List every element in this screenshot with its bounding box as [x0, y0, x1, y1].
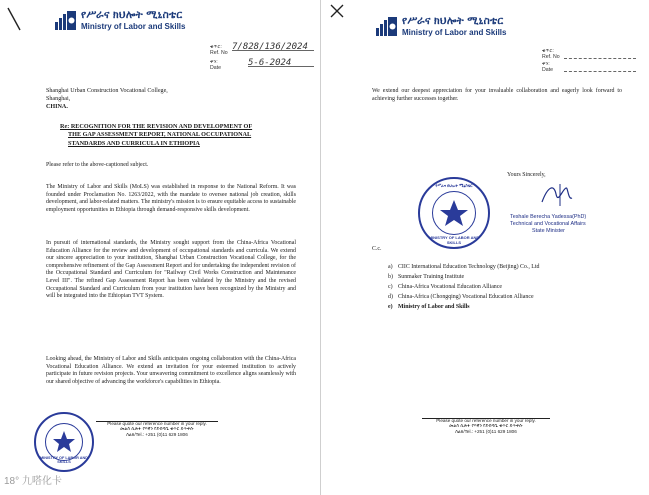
closing-paragraph: We extend our deepest appreciation for your invaluable collaboration and eagerly look forward to achieving further successes together.: [372, 88, 622, 102]
ministry-logo: [376, 16, 506, 38]
reference-block: [210, 44, 315, 72]
cc-item-letter: a): [388, 264, 393, 270]
watermark: 18° 九嗒化卡: [4, 476, 62, 487]
footer-amharic-note: መልስ ሲጽፉ የእኛን የደብዳቤ ቁጥር ይጥቀሱ: [449, 423, 523, 429]
ref-number-label: Ref. No: [542, 54, 560, 61]
date-label-amh: ቀን:: [542, 60, 550, 67]
signatory-role: State Minister: [532, 227, 565, 234]
date-value: 5-6-2024: [248, 60, 314, 67]
corner-mark: [6, 6, 22, 37]
official-stamp: [418, 177, 490, 249]
cc-item-letter: d): [388, 294, 393, 301]
ministry-emblem-icon: [55, 11, 77, 31]
signatory-title: Technical and Vocational Affairs: [510, 220, 586, 227]
corner-check-mark: [330, 4, 344, 23]
logo-english: Ministry of Labor and Skills: [81, 22, 186, 31]
letter-page-2: [322, 0, 649, 495]
letter-page-1: [0, 0, 321, 495]
paragraph-3: Looking ahead, the Ministry of Labor and Skills anticipates ongoing collaboration with the China-Africa Vocational Education Alliance. We extend an invitation for your esteemed institution to actively participate in future revision projects. Your unwavering commitment to excellence aligns seamlessly with our shared objective of advancing the workforce's capabilities in Ethiopia.: [46, 356, 296, 385]
recipient-address: [46, 87, 246, 111]
cc-item-text: CIIC International Education Technology (Beijing) Co., Ltd: [398, 264, 540, 270]
reference-block: [542, 48, 642, 74]
cc-item-text: China-Africa Vocational Education Alliance: [398, 284, 502, 291]
ministry-emblem-icon: [376, 17, 398, 37]
cc-item: [388, 304, 638, 312]
cc-label: C.c.: [372, 246, 382, 252]
cc-item-text: Sunmaker Training Institute: [398, 274, 465, 281]
signatory-name: Teshale Berecha Yadessa(PhD): [510, 214, 587, 220]
sign-off: Yours Sincerely,: [507, 172, 546, 178]
logo-amharic: የሥራና ክህሎት ሚኒስቴር: [402, 15, 504, 27]
logo-english: Ministry of Labor and Skills: [402, 28, 507, 37]
cc-item-letter: e): [388, 304, 393, 311]
recipient-line-3: CHINA.: [46, 104, 68, 110]
page-1-footer: [96, 421, 218, 437]
ministry-logo: [55, 10, 185, 32]
cc-item-text: China-Africa (Chongqing) Vocational Education Alliance: [398, 294, 534, 301]
stamp-text: MINISTRY OF LABOR AND SKILLS: [40, 456, 88, 464]
cc-list: [388, 264, 638, 312]
subject-line-3: STANDARDS AND CURRICULA IN ETHIOPIA: [68, 139, 200, 147]
signature: [538, 182, 578, 213]
cc-item-letter: c): [388, 284, 393, 291]
subject-line-1: Re: RECOGNITION FOR THE REVISION AND DEVELOPMENT OF: [60, 123, 253, 130]
cc-item-text: Ministry of Labor and Skills: [398, 304, 470, 311]
date-label: Date: [542, 67, 553, 74]
footer-reference-note: Please quote our reference number in your reply.: [107, 421, 207, 426]
cc-item: [388, 284, 638, 292]
logo-amharic: የሥራና ክህሎት ሚኒስቴር: [81, 9, 183, 21]
cc-item: [388, 274, 638, 282]
ref-number-value: 7/828/136/2024: [232, 44, 314, 51]
paragraph-1: The Ministry of Labor and Skills (MoLS) was established in response to the National Reform. It was founded under Proclamation No. 1263/2022, with the mandate to oversee national job creation, skills development, and labor-related matters. The ministry's mission is to ensure equitable access to sustainable employment opportunities in Ethiopia through demand-responsive skills development.: [46, 184, 296, 213]
footer-amharic-note: መልስ ሲጽፉ የእኛን የደብዳቤ ቁጥር ይጥቀሱ: [120, 426, 194, 432]
cc-item: [388, 264, 638, 272]
cc-item: [388, 294, 638, 302]
stamp-amharic-text: የሥራና ክህሎት ሚኒስቴር: [435, 183, 473, 188]
ref-number-label-amh: ቁጥር:: [210, 44, 222, 50]
date-label-amh: ቀን:: [210, 59, 218, 65]
page-2-footer: [422, 418, 550, 434]
reference-intro: Please refer to the above-captioned subject.: [46, 162, 149, 168]
subject-line-2: THE GAP ASSESSMENT REPORT, NATIONAL OCCUPATIONAL: [68, 131, 252, 139]
official-stamp: [34, 412, 94, 472]
signatory-block: [510, 214, 620, 234]
stamp-text: MINISTRY OF LABOR AND SKILLS: [428, 235, 480, 245]
footer-phone: ስልክ/Tel.: +251 (0)11 629 1806: [455, 428, 517, 434]
recipient-line-1: Shanghai Urban Construction Vocational College,: [46, 88, 168, 94]
footer-phone: ስልክ/Tel.: +251 (0)11 629 1806: [126, 431, 188, 437]
ref-number-label: Ref. No: [210, 50, 228, 57]
footer-reference-note: Please quote our reference number in your reply.: [436, 418, 536, 423]
cc-item-letter: b): [388, 274, 393, 281]
paragraph-2: In pursuit of international standards, the Ministry sought support from the China-Africa Vocational Education Alliance for the review and development of occupational standards and curricula. We extend our sincere appreciation to your institution, Shanghai Urban Construction Vocational College, for the comprehensive refinement of the Gap Assessment Report and for undertaking the independent revision of the Occupational Standard and Curriculum for "Railway Civil Works Construction and Maintenance Level III". The refined Gap Assessment Report has been validated by the Ministry and the revised Occupational Standard and Curriculum from your institution have been recognized by the Ministry and will be integrated into the Ethiopian TVT System.: [46, 240, 296, 300]
date-label: Date: [210, 65, 221, 72]
subject-line: [60, 123, 300, 148]
recipient-line-2: Shanghai,: [46, 96, 71, 102]
ref-number-label-amh: ቁጥር:: [542, 48, 554, 54]
